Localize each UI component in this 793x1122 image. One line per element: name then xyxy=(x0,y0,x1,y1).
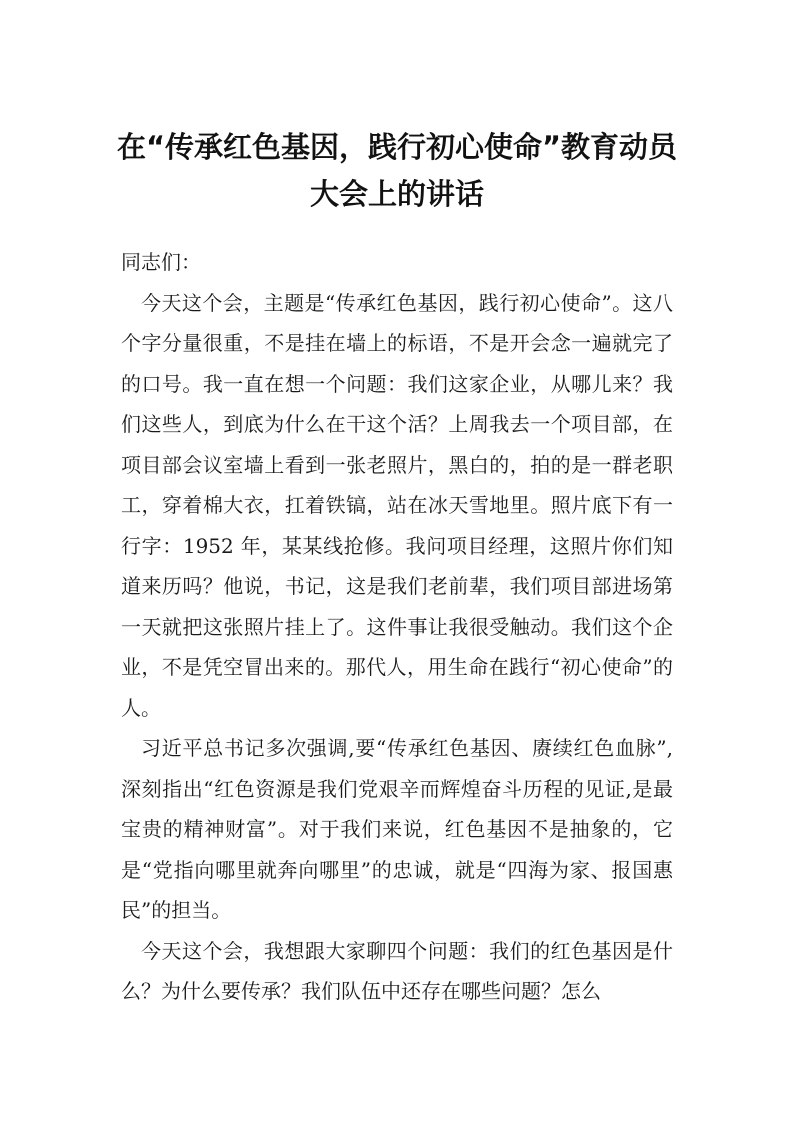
document-body xyxy=(121,242,673,1012)
paragraph-2: 习近平总书记多次强调,要“传承红色基因、赓续红色血脉”,深刻指出“红色资源是我们党艰辛而辉煌奋斗历程的见证,是最宝贵的精神财富”。对于我们来说，红色基因不是抽象的，它是“党指向哪里就奔向哪里”的忠诚，就是“四海为家、报国惠民”的担当。 xyxy=(121,736,673,922)
document-title: 在“传承红色基因，践行初心使命”教育动员大会上的讲话 xyxy=(116,130,678,211)
salutation: 同志们： xyxy=(121,250,201,274)
paragraph-3: 今天这个会，我想跟大家聊四个问题：我们的红色基因是什么？为什么要传承？我们队伍中还存在哪些问题？怎么 xyxy=(121,938,673,1003)
paragraph-1: 今天这个会，主题是“传承红色基因，践行初心使命”。这八个字分量很重，不是挂在墙上的标语，不是开会念一遍就完了的口号。我一直在想一个问题：我们这家企业，从哪儿来？我们这些人，到底为什么在干这个活？上周我去一个项目部，在项目部会议室墙上看到一张老照片，黑白的，拍的是一群老职工，穿着棉大衣，扛着铁镐，站在冰天雪地里。照片底下有一行字：1952 年，某某线抢修。我问项目经理，这照片你们知道来历吗？他说，书记，这是我们老前辈，我们项目部进场第一天就把这张照片挂上了。这件事让我很受触动。我们这个企业，不是凭空冒出来的。那代人，用生命在践行“初心使命”的人。 xyxy=(121,290,673,720)
